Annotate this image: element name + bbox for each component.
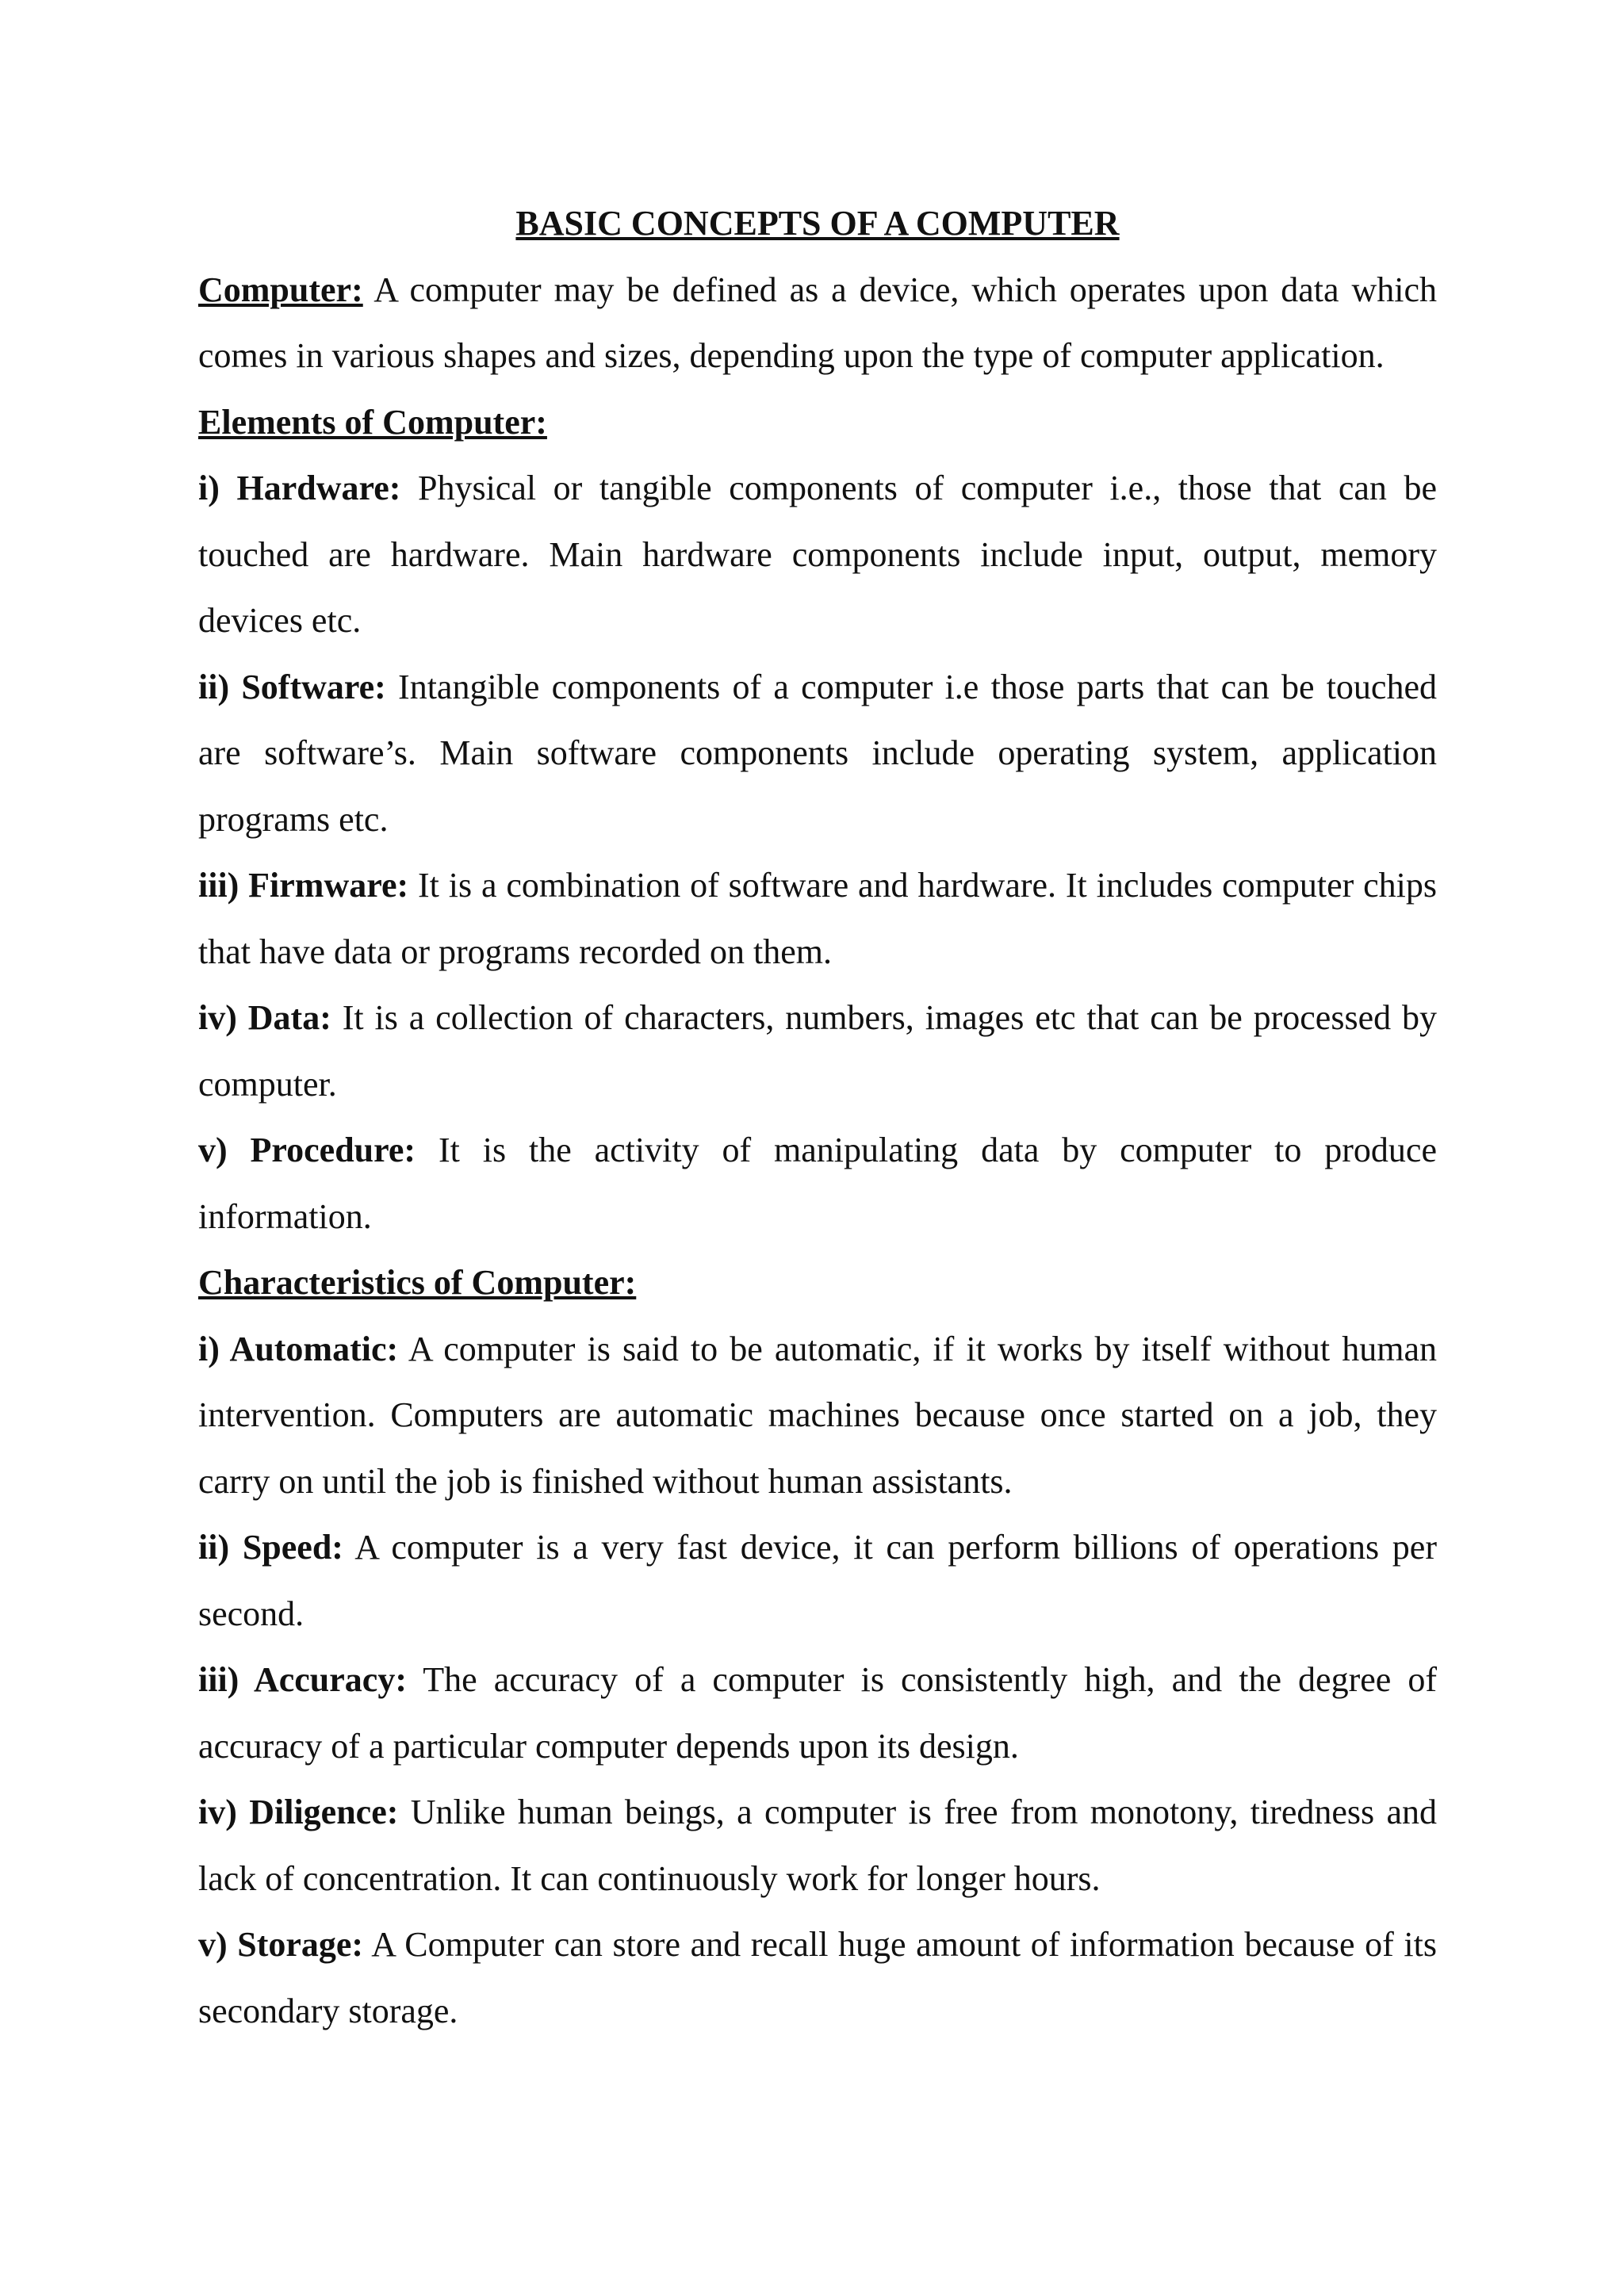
document-page <box>198 190 1437 2044</box>
characteristic-text: A Computer can store and recall huge amount of information because of its secondary storage. <box>198 1925 1437 2030</box>
element-item-hardware <box>198 455 1437 654</box>
characteristic-text: A computer is a very fast device, it can perform billions of operations per second. <box>198 1528 1437 1633</box>
definition-text: A computer may be defined as a device, which operates upon data which comes in various shapes and sizes, depending upon the type of computer application. <box>198 270 1437 375</box>
characteristic-item-speed <box>198 1514 1437 1647</box>
characteristic-term: ii) Speed: <box>198 1528 343 1567</box>
characteristic-item-automatic <box>198 1316 1437 1515</box>
characteristic-item-diligence <box>198 1779 1437 1911</box>
document-title: BASIC CONCEPTS OF A COMPUTER <box>515 204 1120 243</box>
element-term: iv) Data: <box>198 998 331 1037</box>
definition-term: Computer: <box>198 270 363 309</box>
characteristic-term: i) Automatic: <box>198 1329 399 1368</box>
element-text: Physical or tangible components of computer i.e., those that can be touched are hardware. Main hardware components include input, output, memory devices etc. <box>198 469 1437 640</box>
characteristics-heading: Characteristics of Computer: <box>198 1263 637 1302</box>
element-term: i) Hardware: <box>198 469 401 507</box>
element-term: ii) Software: <box>198 667 386 706</box>
characteristic-term: v) Storage: <box>198 1925 364 1964</box>
characteristic-text: Unlike human beings, a computer is free from monotony, tiredness and lack of concentration. It can continuously work for longer hours. <box>198 1793 1437 1898</box>
characteristic-item-storage <box>198 1911 1437 2044</box>
element-text: It is a combination of software and hardware. It includes computer chips that have data or programs recorded on them. <box>198 866 1437 971</box>
element-item-procedure <box>198 1117 1437 1249</box>
characteristic-text: A computer is said to be automatic, if it works by itself without human intervention. Computers are automatic machines because once started on a job, they carry on until the job is finished without human assistants. <box>198 1329 1437 1501</box>
characteristic-item-accuracy <box>198 1647 1437 1779</box>
elements-heading: Elements of Computer: <box>198 402 547 442</box>
characteristic-term: iii) Accuracy: <box>198 1660 407 1699</box>
element-text: It is a collection of characters, numbers, images etc that can be processed by computer. <box>198 998 1438 1104</box>
element-item-data <box>198 985 1437 1117</box>
element-text: Intangible components of a computer i.e those parts that can be touched are software’s. Main software components include operating system, application programs etc. <box>198 667 1437 839</box>
computer-definition <box>198 257 1437 389</box>
characteristic-text: The accuracy of a computer is consistently high, and the degree of accuracy of a particular computer depends upon its design. <box>198 1660 1437 1766</box>
element-text: It is the activity of manipulating data by computer to produce information. <box>198 1131 1437 1236</box>
element-item-software <box>198 654 1437 853</box>
element-term: v) Procedure: <box>198 1131 416 1169</box>
characteristic-term: iv) Diligence: <box>198 1793 399 1831</box>
element-item-firmware <box>198 852 1437 985</box>
element-term: iii) Firmware: <box>198 866 409 905</box>
